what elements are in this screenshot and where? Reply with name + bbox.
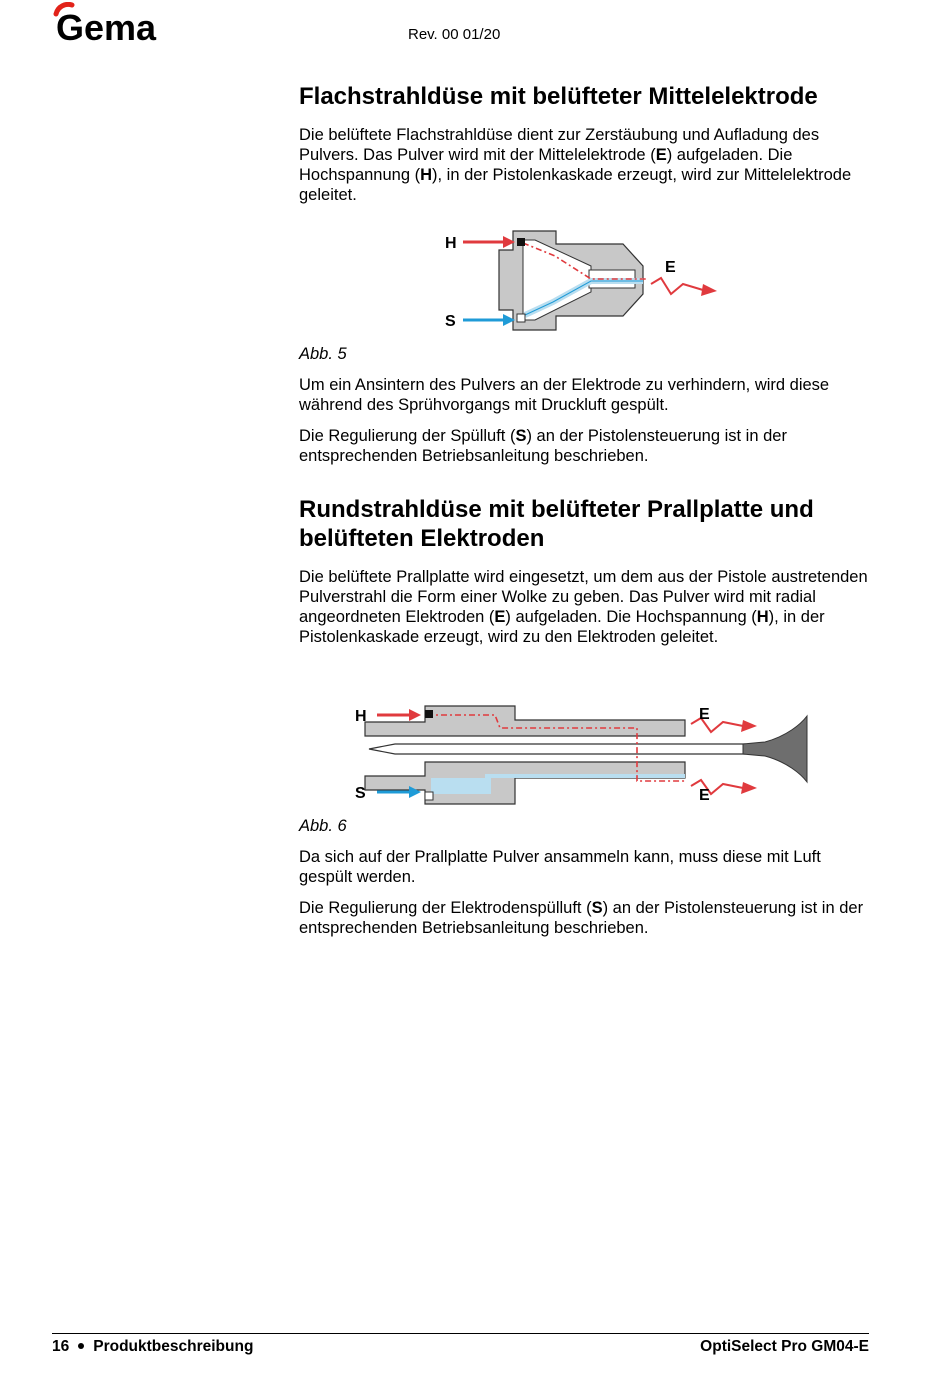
caption-abb-5: Abb. 5 xyxy=(299,345,347,363)
revision-label: Rev. 00 01/20 xyxy=(408,26,501,43)
footer-section: Produktbeschreibung xyxy=(93,1338,254,1355)
bullet-icon xyxy=(78,1343,84,1349)
caption-abb-6: Abb. 6 xyxy=(299,817,347,835)
section1-paragraph-3: Die Regulierung der Spülluft (S) an der Pistolensteuerung ist in der entsprechenden Betriebsanleitung beschrieben. xyxy=(299,427,787,465)
figure2-label-s: S xyxy=(355,785,366,802)
figure-flat-nozzle xyxy=(443,226,728,346)
section1-paragraph-1: Die belüftete Flachstrahldüse dient zur Zerstäubung und Aufladung des Pulvers. Das Pulver wird mit der Mittelelektrode (E) aufgeladen. Die Hochspannung (H), in der Pistolenkaskade erzeugt, wird zur Mittelelektrode geleitet. xyxy=(299,126,852,204)
figure-round-nozzle xyxy=(355,702,815,815)
section2-paragraph-2: Da sich auf der Prallplatte Pulver ansammeln kann, muss diese mit Luft gespült werden. xyxy=(299,848,821,886)
figure2-label-e-top: E xyxy=(699,706,710,723)
figure2-label-h: H xyxy=(355,708,367,725)
figure2-label-e-bottom: E xyxy=(699,787,710,804)
logo-text: Gema xyxy=(56,7,157,44)
page-number: 16 xyxy=(52,1338,70,1355)
section2-paragraph-3: Die Regulierung der Elektrodenspülluft (S) an der Pistolensteuerung ist in der entsprechenden Betriebsanleitung beschrieben. xyxy=(299,899,864,937)
section-title-flat-nozzle: Flachstrahldüse mit belüfteter Mittelelektrode xyxy=(299,83,818,110)
section-title-round-nozzle: Rundstrahldüse mit belüfteter Prallplatte und belüfteten Elektroden xyxy=(299,496,814,552)
footer-left xyxy=(52,1338,253,1356)
figure1-label-h: H xyxy=(445,235,457,252)
figure1-label-s: S xyxy=(445,313,456,330)
section2-paragraph-1: Die belüftete Prallplatte wird eingesetzt, um dem aus der Pistole austretenden Pulverstrahl die Form einer Wolke zu geben. Das Pulver wird mit radial angeordneten Elektroden (E) aufgeladen. Die Hochspannung (H), in der Pistolenkaskade erzeugt, wird zu den Elektroden geleitet. xyxy=(299,568,868,646)
footer-product: OptiSelect Pro GM04-E xyxy=(700,1338,869,1355)
footer-divider xyxy=(52,1333,869,1334)
gema-logo xyxy=(52,2,164,49)
section1-paragraph-2: Um ein Ansintern des Pulvers an der Elektrode zu verhindern, wird diese während des Sprühvorgangs mit Druckluft gespült. xyxy=(299,376,830,414)
figure1-label-e: E xyxy=(665,259,676,276)
